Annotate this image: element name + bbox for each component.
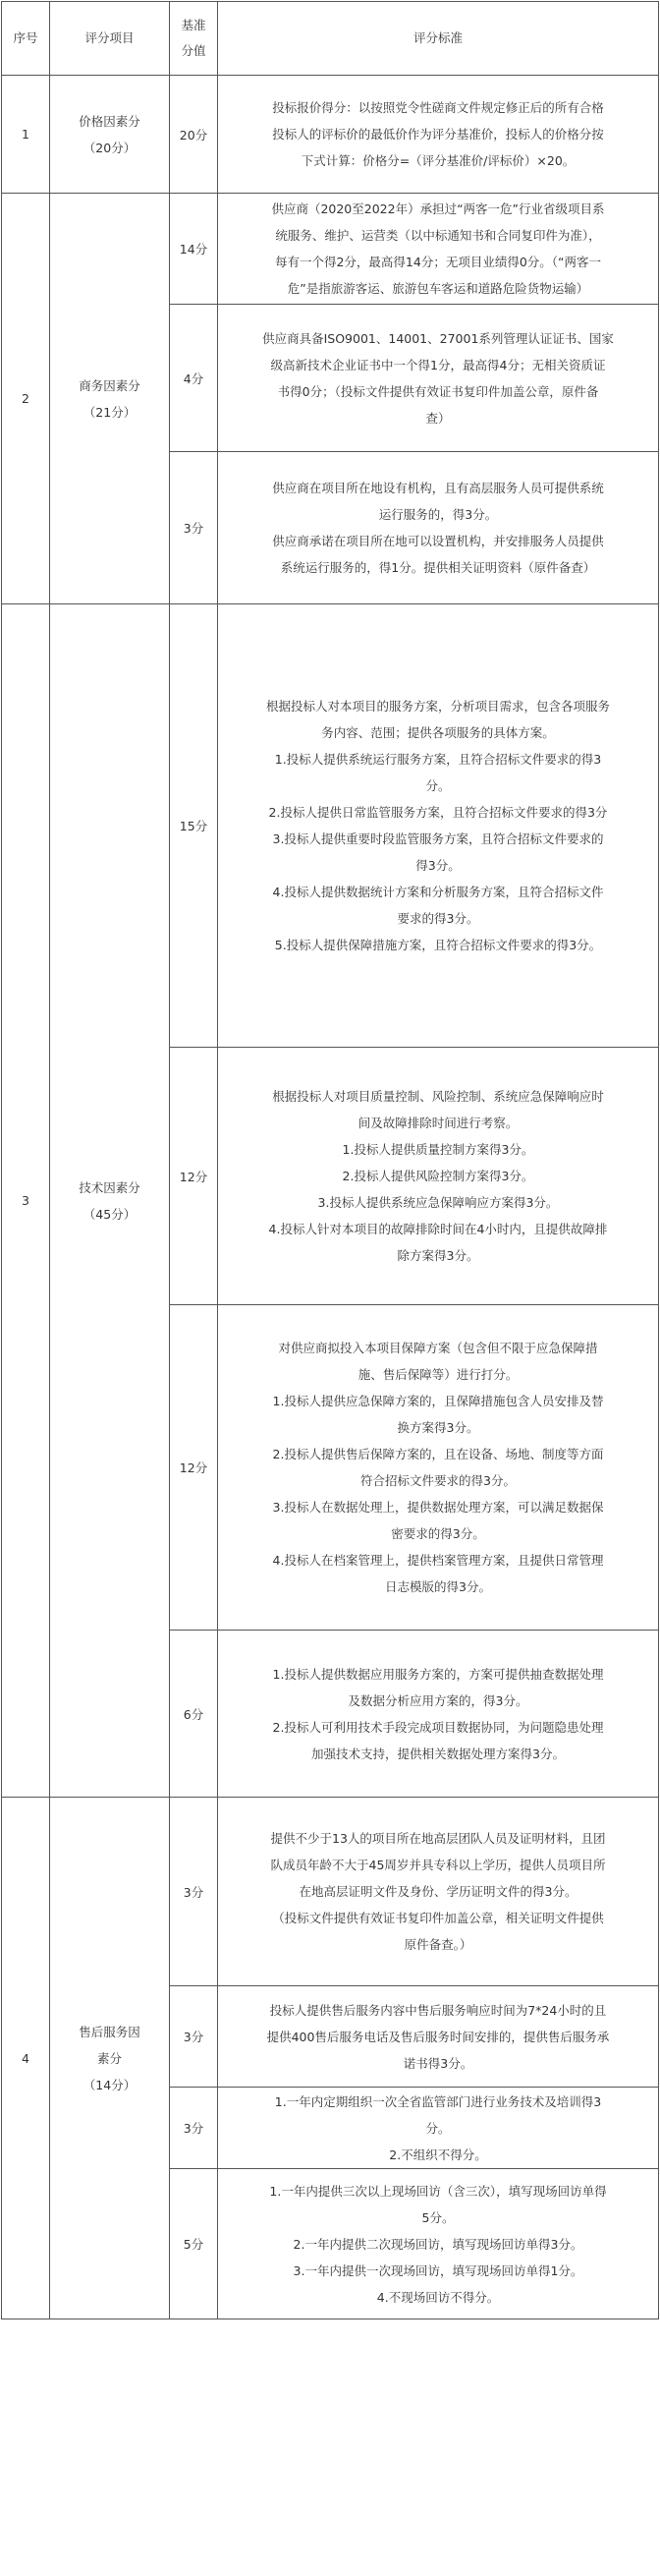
base-score: 3分 [170,1986,218,2088]
criteria-line: 根据投标人对项目质量控制、风险控制、系统应急保障响应时 [272,1089,604,1104]
criteria-line: 3.投标人提供重要时段监管服务方案，且符合招标文件要求的 [272,831,604,846]
section-seq: 3 [2,604,50,1798]
criteria-line: 日志模版的得3分。 [385,1579,491,1594]
criteria-line: 1.投标人提供质量控制方案得3分。 [342,1142,534,1157]
criteria-line: 运行服务的，得3分。 [378,507,498,522]
section-name [50,1798,170,2319]
base-score: 12分 [170,1305,218,1631]
criteria-line: 1.投标人提供应急保障方案的，且保障措施包含人员安排及替 [272,1394,604,1408]
section-name [50,604,170,1798]
criteria-cell [218,305,659,452]
criteria-line: 提供400售后服务电话及售后服务时间安排的，提供售后服务承 [266,2029,610,2044]
criteria-line: 2.投标人提供日常监管服务方案，且符合招标文件要求的得3分 [268,805,608,820]
criteria-line: 2.不组织不得分。 [389,2147,487,2162]
base-score: 6分 [170,1631,218,1798]
criteria-line: 供应商具备ISO9001、14001、27001系列管理认证证书、国家 [262,330,614,346]
section-seq: 1 [2,76,50,194]
criteria-line: 要求的得3分。 [397,911,479,926]
criteria-line: 4.不现场回访不得分。 [376,2289,500,2305]
criteria-line: 诺书得3分。 [403,2055,473,2071]
criteria-line: 加强技术支持，提供相关数据处理方案得3分。 [311,1746,565,1761]
header-base-line2: 分值 [181,43,206,58]
criteria-line: 3.投标人提供系统应急保障响应方案得3分。 [317,1195,559,1210]
base-score: 14分 [170,194,218,305]
base-score: 3分 [170,1798,218,1986]
table-body [2,76,659,2319]
criteria-line: 书得0分；（投标文件提供有效证书复印件加盖公章，原件备 [277,383,599,399]
criteria-line: 4.投标人提供数据统计方案和分析服务方案，且符合招标文件 [272,885,604,899]
base-score: 20分 [170,76,218,194]
criteria-cell [218,1798,659,1986]
criteria-cell [218,2088,659,2169]
section-name [50,194,170,604]
criteria-line: 换方案得3分。 [397,1420,479,1435]
criteria-line: （投标文件提供有效证书复印件加盖公章，相关证明文件提供 [272,1911,604,1925]
criteria-line: 提供不少于13人的项目所在地高层团队人员及证明材料，且团 [270,1831,606,1846]
criteria-line: 5分。 [421,2209,455,2225]
section-seq: 2 [2,194,50,604]
header-criteria: 评分标准 [218,2,659,76]
criteria-line: 供应商（2020至2022年）承担过“两客一危”行业省级项目系 [271,201,605,216]
criteria-cell [218,194,659,305]
section-name-line: 技术因素分 [79,1179,140,1195]
criteria-line: 供应商承诺在项目所在地可以设置机构，并安排服务人员提供 [272,534,604,548]
criteria-cell [218,452,659,604]
header-base-score [170,2,218,76]
section-name-line: （45分） [82,1206,137,1222]
table-row [2,76,659,194]
criteria-line: 分。 [425,2120,451,2136]
table-row [2,1798,659,1986]
criteria-line: 3.一年内提供一次现场回访，填写现场回访单得1分。 [293,2262,583,2278]
criteria-line: 在地高层证明文件及身份、学历证明文件的得3分。 [299,1884,578,1899]
criteria-line: 投标人提供售后服务内容中售后服务响应时间为7*24小时的且 [269,2002,607,2018]
criteria-line: 2.投标人可利用技术手段完成项目数据协同，为问题隐患处理 [272,1719,604,1735]
section-name-line: （14分） [82,2077,137,2092]
criteria-cell [218,1986,659,2088]
section-seq: 4 [2,1798,50,2319]
criteria-line: 4.投标人在档案管理上，提供档案管理方案，且提供日常管理 [272,1553,604,1568]
criteria-cell [218,1305,659,1631]
criteria-line: 供应商在项目所在地设有机构，且有高层服务人员可提供系统 [272,481,604,495]
criteria-line: 1.投标人提供系统运行服务方案，且符合招标文件要求的得3 [274,752,602,767]
criteria-line: 2.投标人提供售后保障方案的，且在设备、场地、制度等方面 [272,1447,604,1461]
criteria-line: 对供应商拟投入本项目保障方案（包含但不限于应急保障措 [278,1341,598,1355]
criteria-line: 5.投标人提供保障措施方案，且符合招标文件要求的得3分。 [274,938,602,952]
header-seq: 序号 [2,2,50,76]
table-row [2,604,659,1048]
criteria-line: 查） [425,410,451,426]
criteria-cell [218,2169,659,2319]
criteria-line: 务内容、范围；提供各项服务的具体方案。 [321,725,555,740]
criteria-line: 2.一年内提供二次现场回访，填写现场回访单得3分。 [293,2236,583,2252]
criteria-line: 队成员年龄不大于45周岁并具专科以上学历，提供人员项目所 [270,1858,606,1872]
criteria-line: 投标人的评标价的最低价作为评分基准价，投标人的价格分按 [272,127,604,142]
criteria-line: 1.一年内定期组织一次全省监管部门进行业务技术及培训得3 [274,2093,602,2109]
scoring-table [1,1,659,2319]
base-score: 3分 [170,452,218,604]
base-score: 4分 [170,305,218,452]
criteria-line: 根据投标人对本项目的服务方案，分析项目需求，包含各项服务 [265,699,610,714]
section-name-line: 商务因素分 [79,377,140,393]
criteria-line: 下式计算：价格分=（评分基准价/评标价）×20。 [301,153,576,168]
criteria-line: 2.投标人提供风险控制方案得3分。 [342,1169,534,1183]
section-name-line: （21分） [82,404,137,420]
criteria-line: 统服务、维护、运营类（以中标通知书和合同复印件为准）， [275,228,601,243]
criteria-line: 系统运行服务的，得1分。提供相关证明资料（原件备查） [280,560,596,575]
criteria-cell [218,1048,659,1305]
criteria-line: 得3分。 [415,858,461,873]
criteria-line: 符合招标文件要求的得3分。 [360,1473,516,1488]
criteria-line: 除方案得3分。 [397,1248,479,1263]
header-item: 评分项目 [50,2,170,76]
base-score: 5分 [170,2169,218,2319]
criteria-line: 1.投标人提供数据应用服务方案的，方案可提供抽查数据处理 [272,1666,604,1682]
section-name-line: 价格因素分 [79,113,140,129]
header-row [2,2,659,76]
section-name-line: （20分） [82,140,137,155]
criteria-line: 级高新技术企业证书中一个得1分，最高得4分；无相关资质证 [270,357,606,372]
criteria-line: 原件备查。） [404,1937,472,1952]
header-base-line1: 基准 [181,18,206,32]
criteria-line: 每有一个得2分，最高得14分；无项目业绩得0分。（“两客一 [274,255,602,269]
criteria-line: 施、售后保障等）进行打分。 [358,1367,519,1382]
criteria-line: 3.投标人在数据处理上，提供数据处理方案，可以满足数据保 [272,1500,604,1515]
base-score: 12分 [170,1048,218,1305]
criteria-cell [218,1631,659,1798]
criteria-line: 危”是指旅游客运、旅游包车客运和道路危险货物运输） [287,281,589,296]
criteria-line: 密要求的得3分。 [391,1526,485,1541]
criteria-line: 间及故障排除时间进行考察。 [358,1116,519,1130]
criteria-cell [218,604,659,1048]
criteria-line: 分。 [425,778,451,793]
criteria-line: 4.投标人针对本项目的故障排除时间在4小时内，且提供故障排 [268,1222,608,1236]
criteria-line: 1.一年内提供三次以上现场回访（含三次），填写现场回访单得 [269,2183,607,2199]
base-score: 3分 [170,2088,218,2169]
section-name-line: 素分 [96,2050,122,2066]
criteria-cell [218,76,659,194]
base-score: 15分 [170,604,218,1048]
table-row [2,194,659,305]
criteria-line: 投标报价得分：以按照党令性磋商文件规定修正后的所有合格 [272,100,604,115]
criteria-line: 及数据分析应用方案的，得3分。 [348,1692,528,1708]
section-name [50,76,170,194]
section-name-line: 售后服务因 [79,2024,140,2039]
